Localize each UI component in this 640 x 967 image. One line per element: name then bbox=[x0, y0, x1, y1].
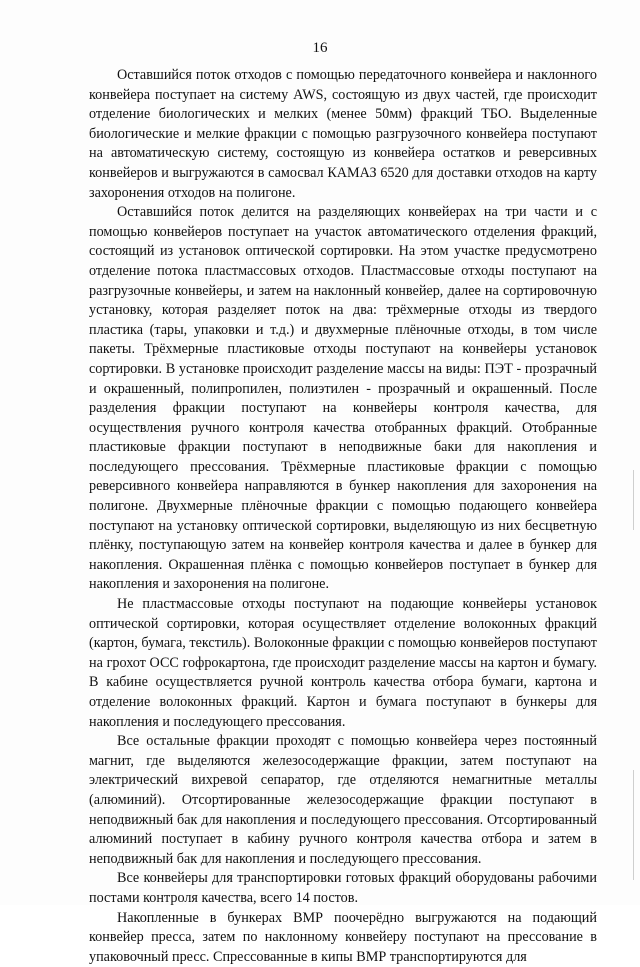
document-body bbox=[89, 66, 597, 967]
scan-edge-mark bbox=[633, 470, 634, 530]
paragraph-quality-posts: Все конвейеры для транспортировки готовых фракций оборудованы рабочими постами контроля качества, всего 14 постов. bbox=[89, 870, 597, 906]
paragraph-fiber-fractions: Не пластмассовые отходы поступают на подающие конвейеры установок оптической сортировки, которая осуществляет отделение волоконных фракций (картон, бумага, текстиль). Волоконные фракции с помощью конвейеров поступают на грохот ОСС гофрокартона, где происходит разделение массы на картон и бумагу. В кабине осуществляется ручной контроль качества отбора бумаги, картона и отделение волоконных фракций. Картон и бумага поступают в бункеры для накопления и последующего прессования. bbox=[89, 596, 597, 730]
page-number: 16 bbox=[312, 40, 328, 56]
paragraph-pressing: Накопленные в бункерах ВМР поочерёдно выгружаются на подающий конвейер пресса, затем по наклонному конвейеру поступают на прессование в упаковочный пресс. Спрессованные в кипы ВМР транспортируются для bbox=[89, 909, 597, 965]
paragraph-metal-separation: Все остальные фракции проходят с помощью конвейера через постоянный магнит, где выделяются железосодержащие фракции, затем поступают на электрический вихревой сепаратор, где отделяются немагнитные металлы (алюминий). Отсортированные железосодержащие фракции поступают в неподвижный бак для накопления и последующего прессования. Отсортированный алюминий поступает в кабину ручного контроля качества отбора и затем в неподвижный бак для накопления и последующего прессования. bbox=[89, 733, 597, 867]
paragraph-optical-sorting: Оставшийся поток делится на разделяющих конвейерах на три части и с помощью конвейеров поступает на участок автоматического отделения фракций, состоящий из установок оптической сортировки. На этом участке предусмотрено отделение потока пластмассовых отходов. Пластмассовые отходы поступают на разгрузочные конвейеры, и затем на наклонный конвейер, далее на сортировочную установку, которая разделяет поток на два: трёхмерные отходы из твердого пластика (тары, упаковки и т.д.) и двухмерные плёночные отходы, в том числе пакеты. Трёхмерные пластиковые отходы поступают на конвейеры установок сортировки. В установке происходит разделение массы на виды: ПЭТ - прозрачный и окрашенный, полипропилен, полиэтилен - прозрачный и окрашенный. После разделения фракции поступают на конвейеры контроля качества, для осуществления ручного контроля качества отобранных фракций. Отобранные пластиковые фракции поступают в неподвижные баки для накопления и последующего прессования. Трёхмерные пластиковые фракции с помощью реверсивного конвейера направляются в бункер накопления для захоронения на полигоне. Двухмерные плёночные фракции с помощью подающего конвейера поступают на установку оптической сортировки, выделяющую из них бесцветную плёнку, поступающую затем на конвейер контроля качества и далее в бункер для накопления. Окрашенная плёнка с помощью конвейеров поступает в бункер для накопления и захоронения на полигоне. bbox=[89, 204, 597, 593]
paragraph-aws-system: Оставшийся поток отходов с помощью передаточного конвейера и наклонного конвейера поступает на систему AWS, состоящую из двух частей, где происходит отделение биологических и мелких (менее 50мм) фракций ТБО. Выделенные биологические и мелкие фракции с помощью разгрузочного конвейера поступают на автоматическую систему, состоящую из конвейера остатков и реверсивных конвейеров и выгружаются в самосвал КАМАЗ 6520 для доставки отходов на карту захоронения отходов на полигоне. bbox=[89, 67, 597, 201]
scan-edge-mark bbox=[633, 770, 634, 880]
